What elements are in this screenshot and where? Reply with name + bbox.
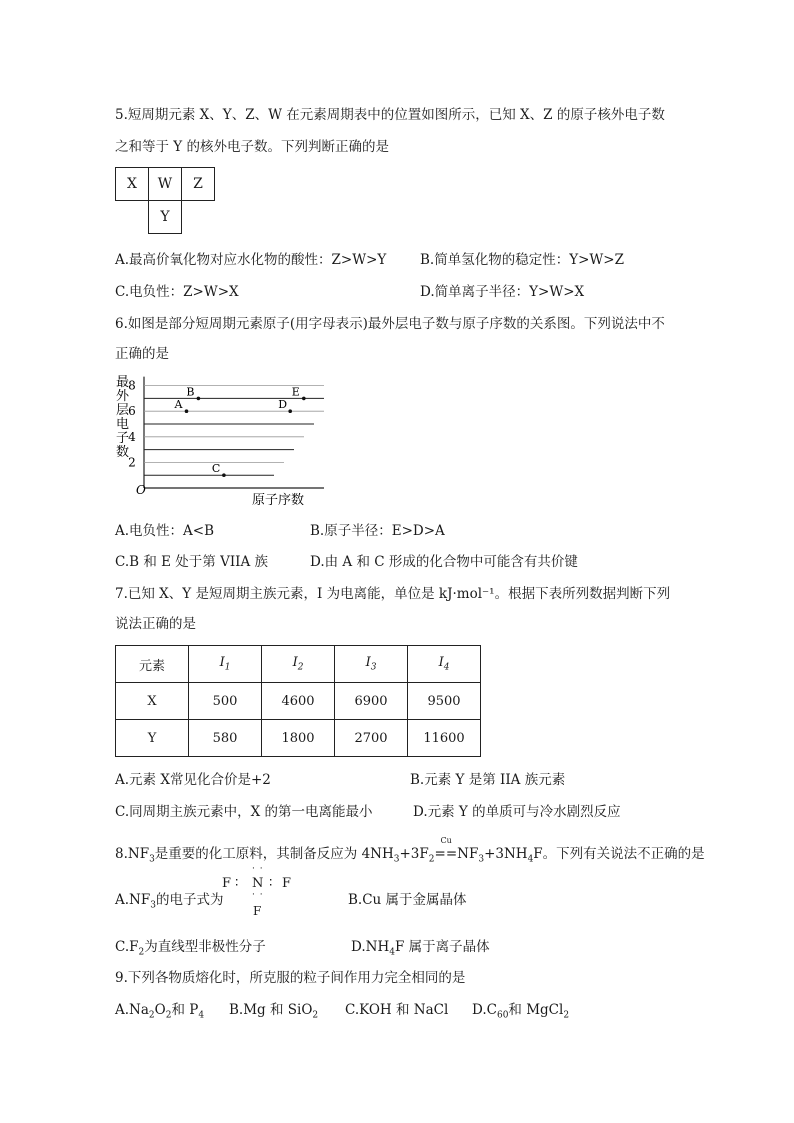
point-C bbox=[222, 473, 226, 477]
table-row bbox=[116, 683, 481, 720]
q8-stem-e: +3NH bbox=[484, 846, 528, 862]
table-cell: Y bbox=[116, 720, 189, 757]
q8-option-b: B.Cu 属于金属晶体 bbox=[348, 892, 467, 908]
q9-option-a-part: O bbox=[154, 1002, 166, 1018]
subscript: 4 bbox=[443, 662, 450, 673]
q8-option-c bbox=[115, 935, 266, 958]
table-cell: 11600 bbox=[408, 720, 481, 757]
subscript: 2 bbox=[148, 1010, 155, 1021]
q6-option-b: B.原子半径：E>D>A bbox=[310, 523, 445, 539]
table-cell: 500 bbox=[189, 683, 262, 720]
point-label-C: C bbox=[211, 462, 221, 476]
subscript: 3 bbox=[149, 854, 155, 865]
q9-stem: 9.下列各物质熔化时，所克服的粒子间作用力完全相同的是 bbox=[115, 970, 466, 986]
q8-stem-a: 8.NF bbox=[115, 846, 150, 862]
grid-cell-w: W bbox=[148, 167, 182, 201]
table-header-cell: 元素 bbox=[116, 646, 189, 683]
q9-option-a-part: 和 P bbox=[171, 1002, 199, 1018]
q8-option-d-post: F 属于离子晶体 bbox=[394, 939, 490, 955]
table-cell: 4600 bbox=[262, 683, 335, 720]
subscript: 2 bbox=[428, 854, 435, 865]
table-header-cell: $I_2$ bbox=[262, 646, 335, 683]
x-axis-label: 原子序数 bbox=[252, 493, 305, 508]
subscript: 2 bbox=[312, 1010, 319, 1021]
q9-option-d-part: 和 MgCl bbox=[508, 1002, 564, 1018]
q5-option-d: D.简单离子半径：Y>W>X bbox=[420, 284, 585, 300]
subscript: 4 bbox=[198, 1010, 205, 1021]
lewis-f-bottom: F bbox=[253, 904, 262, 918]
subscript: 3 bbox=[393, 854, 400, 865]
grid-cell-z: Z bbox=[181, 167, 215, 201]
point-label-E: E bbox=[291, 385, 300, 399]
q7-option-a: A.元素 X常见化合价是+2 bbox=[115, 772, 271, 788]
table-header-cell: $I_3$ bbox=[335, 646, 408, 683]
equals-sign: == bbox=[434, 846, 458, 862]
y-axis-label-char: 层 bbox=[116, 403, 130, 418]
q7-option-c: C.同周期主族元素中，X 的第一电离能最小 bbox=[115, 804, 373, 820]
y-tick-label: 8 bbox=[128, 378, 136, 393]
q6-option-c: C.B 和 E 处于第 VIIA 族 bbox=[115, 554, 269, 570]
point-A bbox=[185, 409, 189, 413]
q9-option-b-text: B.Mg 和 SiO bbox=[229, 1002, 313, 1018]
table-cell: 6900 bbox=[335, 683, 408, 720]
q9-option-d-part: D.C bbox=[472, 1002, 497, 1018]
subscript: 2 bbox=[297, 662, 304, 673]
point-D bbox=[288, 409, 292, 413]
grid-cell-y: Y bbox=[148, 200, 182, 234]
grid-cell-x: X bbox=[115, 167, 149, 201]
reaction-arrow bbox=[434, 836, 458, 862]
q9-option-a-part: A.Na bbox=[115, 1002, 149, 1018]
lewis-pair: ∶ bbox=[269, 876, 273, 891]
subscript: 60 bbox=[496, 1010, 509, 1021]
point-E bbox=[302, 397, 306, 401]
q6-option-d: D.由 A 和 C 形成的化合物中可能含有共价键 bbox=[310, 554, 578, 570]
nf3-lewis-structure bbox=[222, 864, 302, 920]
table-cell: 580 bbox=[189, 720, 262, 757]
q8-stem-f: F。下列有关说法不正确的是 bbox=[533, 846, 705, 862]
q8-stem-b: 是重要的化工原料，其制备反应为 4NH bbox=[154, 846, 394, 862]
table-cell: 2700 bbox=[335, 720, 408, 757]
q7-option-b: B.元素 Y 是第 IIA 族元素 bbox=[410, 772, 566, 788]
q5-stem-line2: 之和等于 Y 的核外电子数。下列判断正确的是 bbox=[115, 139, 389, 155]
subscript: 3 bbox=[478, 854, 485, 865]
subscript: 3 bbox=[370, 662, 377, 673]
subscript: 1 bbox=[224, 662, 231, 673]
subscript: 4 bbox=[389, 947, 395, 958]
q6-stem-line2: 正确的是 bbox=[115, 346, 169, 362]
q9-option-c: C.KOH 和 NaCl bbox=[345, 1002, 449, 1018]
catalyst-label: Cu bbox=[440, 836, 452, 845]
table-row bbox=[116, 720, 481, 757]
q5-option-a: A.最高价氧化物对应水化物的酸性：Z>W>Y bbox=[115, 252, 387, 268]
subscript: 3 bbox=[150, 900, 156, 911]
q8-option-d-pre: D.NH bbox=[351, 939, 390, 955]
q8-stem bbox=[115, 836, 705, 865]
q9-option-b bbox=[229, 998, 318, 1021]
q6-chart bbox=[112, 370, 332, 512]
q9-option-a bbox=[115, 998, 204, 1021]
subscript: 2 bbox=[138, 947, 145, 958]
q5-option-b: B.简单氢化物的稳定性：Y>W>Z bbox=[420, 252, 625, 268]
lewis-dots: · · bbox=[252, 890, 264, 900]
q7-option-d: D.元素 Y 的单质可与冷水剧烈反应 bbox=[413, 804, 621, 820]
lewis-f-right: F bbox=[282, 876, 292, 891]
q6-option-a: A.电负性：A<B bbox=[115, 523, 215, 539]
q8-option-a bbox=[115, 888, 223, 911]
q7-stem-line1: 7.已知 X、Y 是短周期主族元素，I 为电离能，单位是 kJ·mol⁻¹。根据下表所列数据判断下列 bbox=[115, 586, 671, 602]
table-cell: X bbox=[116, 683, 189, 720]
y-axis-label-char: 数 bbox=[116, 445, 130, 460]
q8-stem-c: +3F bbox=[399, 846, 429, 862]
y-axis-label-char: 子 bbox=[116, 431, 130, 446]
q8-option-a-pre: A.NF bbox=[115, 892, 151, 908]
table-header-row bbox=[116, 646, 481, 683]
subscript: 2 bbox=[165, 1010, 172, 1021]
q8-option-a-post: 的电子式为 bbox=[155, 892, 224, 908]
y-tick-label: 6 bbox=[128, 404, 136, 419]
q8-option-c-post: 为直线型非极性分子 bbox=[144, 939, 266, 955]
q5-option-c: C.电负性：Z>W>X bbox=[115, 284, 239, 300]
subscript: 2 bbox=[563, 1010, 570, 1021]
subscript: 4 bbox=[527, 854, 534, 865]
point-label-B: B bbox=[186, 385, 195, 399]
table-cell: 1800 bbox=[262, 720, 335, 757]
q8-option-d bbox=[351, 935, 490, 958]
ionization-table bbox=[115, 645, 481, 757]
lewis-f-left: F bbox=[222, 876, 232, 891]
y-tick-label: 2 bbox=[128, 455, 136, 470]
table-header-cell: $I_1$ bbox=[189, 646, 262, 683]
point-label-A: A bbox=[174, 398, 183, 412]
q8-stem-d: NF bbox=[457, 846, 479, 862]
q9-option-d bbox=[472, 998, 569, 1021]
y-axis-label-char: 外 bbox=[116, 389, 130, 404]
q5-stem-line1: 5.短周期元素 X、Y、Z、W 在元素周期表中的位置如图所示，已知 X、Z 的原子核外电子数 bbox=[115, 107, 665, 123]
y-axis-label-char: 电 bbox=[116, 417, 130, 432]
q6-stem-line1: 6.如图是部分短周期元素原子(用字母表示)最外层电子数与原子序数的关系图。下列说法中不 bbox=[115, 316, 665, 332]
lewis-dots: · · bbox=[252, 864, 264, 874]
point-label-D: D bbox=[278, 398, 288, 412]
lewis-n: N bbox=[252, 876, 264, 891]
q8-option-c-pre: C.F bbox=[115, 939, 139, 955]
table-header-cell: $I_4$ bbox=[408, 646, 481, 683]
y-tick-label: 4 bbox=[128, 429, 136, 444]
y-axis-label-char: 最 bbox=[116, 375, 130, 390]
origin-label: O bbox=[136, 483, 146, 497]
table-cell: 9500 bbox=[408, 683, 481, 720]
q7-stem-line2: 说法正确的是 bbox=[115, 616, 196, 632]
lewis-pair: ∶ bbox=[235, 876, 239, 891]
point-B bbox=[197, 397, 201, 401]
